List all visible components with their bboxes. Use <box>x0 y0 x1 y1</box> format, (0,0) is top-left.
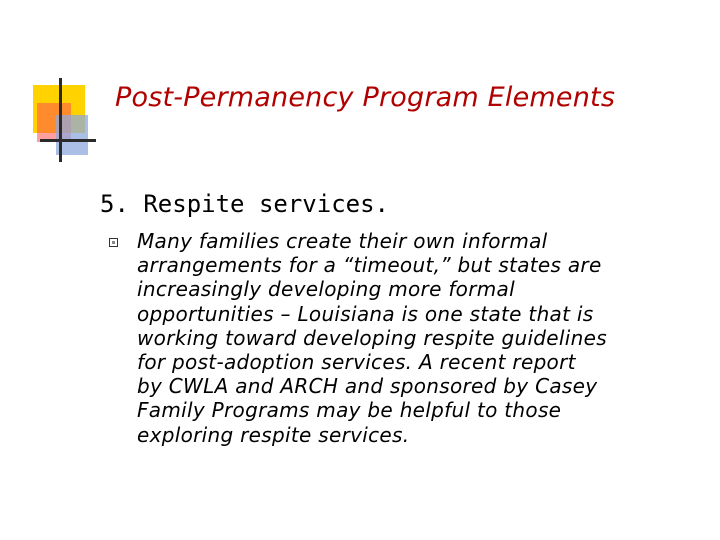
bullet-line: by CWLA and ARCH and sponsored by Casey <box>137 374 598 399</box>
bullet-line: opportunities – Louisiana is one state that is <box>137 301 594 326</box>
square-bullet-icon <box>109 238 118 247</box>
bullet-line: exploring respite services. <box>137 422 410 447</box>
vertical-rule <box>59 78 62 162</box>
bullet-line: arrangements for a “timeout,” but states are <box>137 253 602 278</box>
bullet-line: Many families create their own informal <box>137 229 548 253</box>
horizontal-rule <box>40 139 96 142</box>
bullet-line: for post-adoption services. A recent report <box>137 350 576 375</box>
slide-title: Post-Permanency Program Elements <box>115 82 616 113</box>
bullet-line: working toward developing respite guidelines <box>137 325 607 350</box>
bullet-line: increasingly developing more formal <box>137 277 515 302</box>
bullet-text <box>137 229 697 447</box>
section-heading: 5. Respite services. <box>100 190 389 218</box>
bullet-line: Family Programs may be helpful to those <box>137 398 562 423</box>
